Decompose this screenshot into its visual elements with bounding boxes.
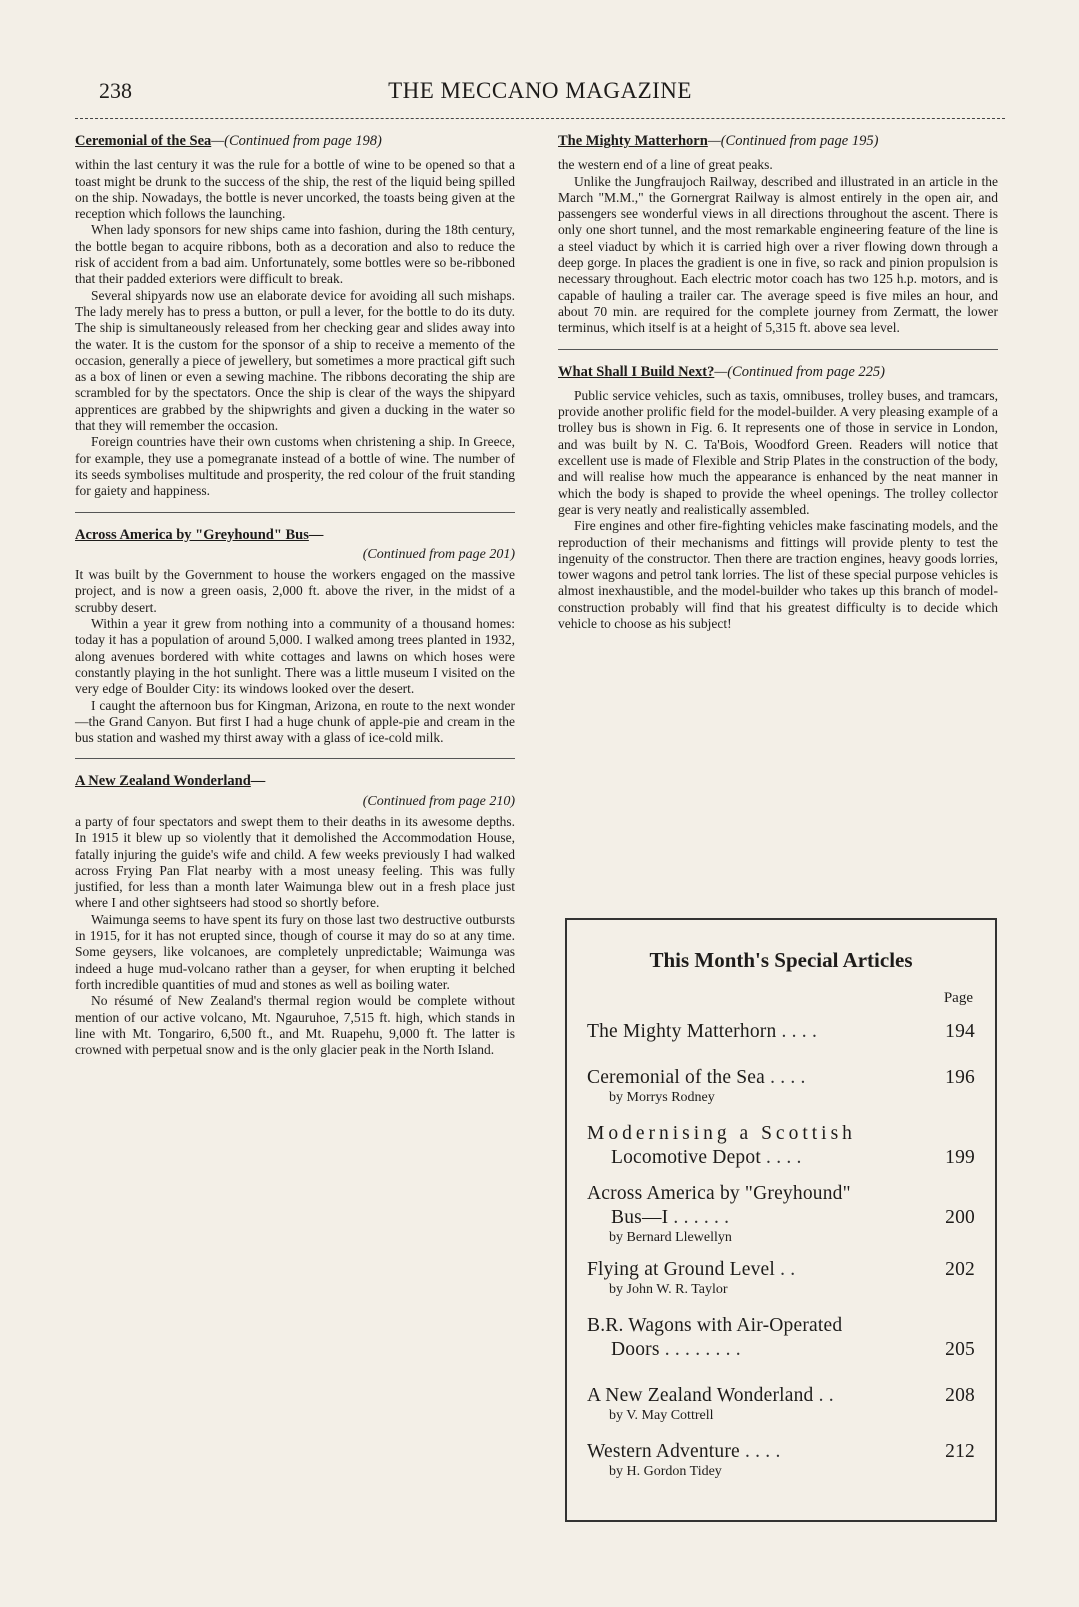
toc-page-label: Page (943, 990, 973, 1006)
toc-page-number: 205 (945, 1339, 975, 1360)
heading-title: What Shall I Build Next? (558, 363, 715, 380)
toc-page-number: 208 (945, 1385, 975, 1406)
continued-note: (Continued from page 210) (362, 793, 515, 809)
paragraph: a party of four spectators and swept them to their deaths in its awesome depths. In 1915 it blew up so violently that it demolished the Accommodation House, fatally injuring the guide's wife and child. A few weeks previously I had walked across Frying Pan Flat nearby with a most uneasy feeling. This was fully justified, for less than a month later Waimunga blew out in a fresh place just where I and other sightseers had stood so shortly before. (75, 813, 515, 911)
toc-byline: by Morrys Rodney (609, 1090, 715, 1105)
leader-dots: . . . . (765, 1067, 806, 1088)
section-heading (558, 364, 998, 380)
article-greyhound (75, 527, 515, 747)
toc-entry (587, 1384, 979, 1424)
magazine-title: THE MECCANO MAGAZINE (388, 78, 692, 103)
toc-entry (587, 1314, 979, 1362)
toc-page-number: 212 (945, 1441, 975, 1462)
toc-byline: by Bernard Llewellyn (609, 1230, 732, 1245)
toc-entry-title-cont (587, 1146, 979, 1170)
toc-entry-title (587, 1066, 979, 1090)
heading-title: Ceremonial of the Sea (75, 133, 212, 149)
article-matterhorn (558, 133, 998, 337)
right-column (558, 133, 998, 632)
entry-title-text: Ceremonial of the Sea (587, 1067, 766, 1088)
paragraph: Foreign countries have their own customs when christening a ship. In Greece, for example, they use a pomegranate instead of a bottle of wine. The number of its seeds symbolises multitude and prosperity, the red colour of the fruit standing for gaiety and happiness. (75, 434, 515, 499)
leader-dots: . . . . (739, 1441, 781, 1462)
entry-title-text: Flying at Ground Level (587, 1259, 775, 1280)
section-divider (75, 512, 515, 513)
toc-entry (587, 1182, 979, 1246)
leader-dots: . . (775, 1259, 796, 1280)
entry-title-text: Western Adventure (587, 1441, 740, 1462)
paragraph: It was built by the Government to house the workers engaged on the massive project, and is now a green oasis, 2,000 ft. above the river, in the midst of a scrubby desert. (75, 567, 515, 615)
toc-entry (587, 1258, 979, 1298)
heading-dash: — (308, 526, 324, 543)
toc-page-number: 196 (945, 1067, 975, 1088)
toc-entry (587, 1020, 979, 1044)
continued-note: —(Continued from page 225) (714, 363, 885, 380)
entry-title-text: Doors (611, 1339, 660, 1360)
entry-title-text: Bus—I (611, 1207, 669, 1228)
leader-dots: . . . . (776, 1021, 818, 1042)
heading-title: The Mighty Matterhorn (558, 133, 708, 149)
section-divider (558, 349, 998, 350)
continued-note: —(Continued from page 195) (707, 133, 879, 149)
toc-page-number: 194 (945, 1021, 975, 1042)
section-heading (75, 773, 515, 789)
paragraph: Unlike the Jungfraujoch Railway, described and illustrated in an article in the March "M.M.," the Gornergrat Railway is almost entirely in the open air, and passengers see wonderful views in all directions throughout the ascent. There is only one short tunnel, and the most remarkable engineering feature of the line is a steel viaduct by which it is carried high over a river flowing down through a deep gorge. In places the gradient is one in five, so rack and pinion propulsion is necessary throughout. Each electric motor coach has two 125 h.p. motors, and is capable of hauling a trailer car. The average speed is five miles an hour, and about 70 min. are required for the complete journey from Zermatt, the lower terminus, which itself is at a height of 5,315 ft. above sea level. (558, 173, 998, 336)
section-heading (558, 133, 998, 149)
toc-entry (587, 1440, 979, 1480)
toc-page-number: 199 (945, 1147, 975, 1168)
toc-entry (587, 1122, 979, 1170)
heading-title: A New Zealand Wonderland (75, 773, 251, 790)
entry-title-text: The Mighty Matterhorn (587, 1021, 777, 1042)
paragraph: When lady sponsors for new ships came into fashion, during the 18th century, the bottle began to acquire ribbons, both as a decoration and also to reduce the risk of accident from a bad aim. Unfortunately, some bottles were so be-ribboned that their padded exteriors were difficult to break. (75, 222, 515, 287)
leader-dots: . . . . (760, 1147, 802, 1168)
leader-dots: . . (813, 1385, 834, 1406)
toc-byline: by John W. R. Taylor (609, 1282, 728, 1297)
toc-byline: by V. May Cottrell (609, 1408, 714, 1423)
toc-entry-title (587, 1384, 979, 1408)
toc-entry-title: Modernising a Scottish (587, 1123, 856, 1144)
toc-entry-title: B.R. Wagons with Air-Operated (587, 1315, 843, 1336)
article-build-next (558, 364, 998, 633)
toc-entry-title (587, 1440, 979, 1464)
leader-dots: . . . . . . (668, 1207, 730, 1228)
paragraph: the western end of a line of great peaks. (558, 157, 773, 173)
heading-title: Across America by "Greyhound" Bus (75, 526, 309, 543)
section-heading (75, 527, 515, 543)
toc-page-number: 200 (945, 1207, 975, 1228)
page-number: 238 (99, 78, 132, 103)
toc-page-number: 202 (945, 1259, 975, 1280)
entry-title-text: A New Zealand Wonderland (587, 1385, 814, 1406)
toc-byline: by H. Gordon Tidey (609, 1464, 722, 1479)
special-articles-box (565, 918, 997, 1522)
entry-title-text: Locomotive Depot (611, 1147, 761, 1168)
article-ceremonial (75, 133, 515, 500)
paragraph: Waimunga seems to have spent its fury on those last two destructive outbursts in 1915, for it has not erupted since, though of course it may do so at any time. Some geysers, like volcanoes, are completely unpredictable; Waimunga was indeed a huge mud-volcano rather than a geyser, for when erupting it belched forth incredible quantities of mud and stones as well as boiling water. (75, 911, 515, 992)
toc-entry-title (587, 1258, 979, 1282)
section-divider (75, 758, 515, 759)
paragraph: I caught the afternoon bus for Kingman, Arizona, en route to the next wonder—the Grand Canyon. But first I had a huge chunk of apple-pie and cream in the bus station and washed my thirst away with a glass of ice-cold milk. (75, 697, 515, 746)
paragraph: Several shipyards now use an elaborate device for avoiding all such mishaps. The lady merely has to press a button, or pull a lever, for the bottle to do its duty. The ship is simultaneously released from her checking gear and slides away into the water. It is the custom for the sponsor of a ship to receive a memento of the occasion, generally a piece of jewellery, but sometimes a more practical gift such as a box of linen or even a sewing machine. The ribbons decorating the ship are scrambled for by the spectators. Once the ship is clear of the ways the shipyard apprentices are grabbed by the shipwrights and given a ducking in the water so that they will remember the occasion. (75, 287, 515, 434)
left-column (75, 133, 515, 1058)
paragraph: Fire engines and other fire-fighting vehicles make fascinating models, and the reproduction of their mechanisms and fittings will provide plenty to test the ingenuity of the constructor. Then there are traction engines, heavy goods lorries, tower wagons and petrol tank lorries. The list of these special purpose vehicles is almost inexhaustible, and the model-builder who takes up this branch of model-construction probably will find that his greatest difficulty is to decide which vehicle to choose as his subject! (558, 518, 998, 632)
toc-entry-title-cont (587, 1206, 979, 1230)
header-rule (75, 118, 1005, 119)
paragraph: No résumé of New Zealand's thermal region would be complete without mention of our active volcano, Mt. Ngauruhoe, 7,515 ft. high, which stands in line with Mt. Tongariro, 6,500 ft., and Mt. Ruapehu, 9,000 ft. The latter is crowned with perpetual snow and is the only glacier peak in the North Island. (75, 993, 515, 1058)
leader-dots: . . . . . . . . (659, 1339, 741, 1360)
page-header (75, 76, 1005, 116)
toc-title: This Month's Special Articles (649, 948, 913, 972)
toc-entry-title: Across America by "Greyhound" (587, 1183, 851, 1204)
toc-entry-title (587, 1020, 979, 1044)
continued-note: —(Continued from page 198) (211, 133, 382, 149)
continued-note: (Continued from page 201) (362, 546, 515, 562)
heading-dash: — (250, 773, 266, 790)
section-heading (75, 133, 515, 149)
paragraph: within the last century it was the rule for a bottle of wine to be opened so that a toast might be drunk to the success of the ship, the rest of the liquid being spilled on the ship. Nowadays, the bottle is never uncorked, the toasts being given at the reception which follows the launching. (75, 157, 515, 222)
toc-entry-title-cont (587, 1338, 979, 1362)
toc-entry (587, 1066, 979, 1106)
paragraph: Public service vehicles, such as taxis, omnibuses, trolley buses, and tramcars, provide another prolific field for the model-builder. A very pleasing example of a trolley bus is shown in Fig. 6. It represents one of those in service in London, and was built by N. C. Ta'Bois, Woodford Green. Readers will notice that excellent use is made of Flexible and Strip Plates in the construction of the body, and will realise how much the appearance is enhanced by the neat manner in which the body is shaped to provide the wheel openings. The trolley collector gear is very neatly and realistically assembled. (558, 387, 998, 517)
article-new-zealand (75, 773, 515, 1058)
paragraph: Within a year it grew from nothing into a community of a thousand homes: today it has a population of around 5,000. I walked among trees planted in 1932, along avenues bordered with white cottages and lawns on which hoses were constantly playing in the hot sunlight. There was a little museum I visited on the very edge of Boulder City: its windows looked over the desert. (75, 616, 515, 697)
